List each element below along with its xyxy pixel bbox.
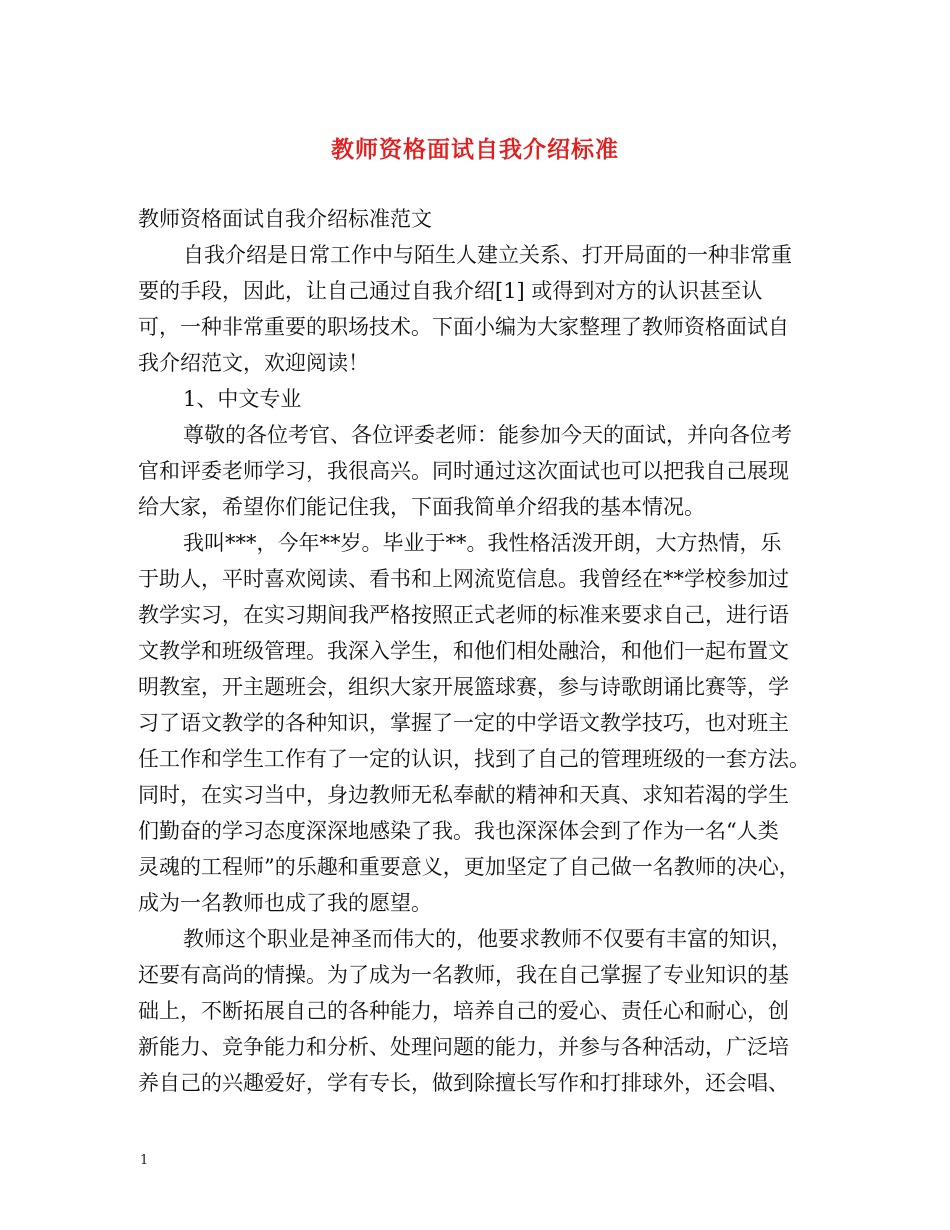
body-line: 养自己的兴趣爱好，学有专长，做到除擅长写作和打排球外，还会唱、 xyxy=(138,1071,789,1095)
body-line: 础上，不断拓展自己的各种能力，培养自己的爱心、责任心和耐心，创 xyxy=(138,999,789,1023)
body-line: 我叫***，今年**岁。毕业于**。我性格活泼开朗，大方热情，乐 xyxy=(183,531,782,555)
body-line: 自我介绍是日常工作中与陌生人建立关系、打开局面的一种非常重 xyxy=(183,243,792,267)
body-line: 成为一名教师也成了我的愿望。 xyxy=(138,891,432,915)
page-number: 1 xyxy=(140,1153,149,1168)
body-line: 教学实习，在实习期间我严格按照正式老师的标准来要求自己，进行语 xyxy=(138,603,789,627)
body-line: 同时，在实习当中，身边教师无私奉献的精神和天真、求知若渴的学生 xyxy=(138,783,789,807)
body-line: 官和评委老师学习，我很高兴。同时通过这次面试也可以把我自己展现 xyxy=(138,459,789,483)
body-line: 习了语文教学的各种知识，掌握了一定的中学语文教学技巧，也对班主 xyxy=(138,711,789,735)
body-line: 明教室，开主题班会，组织大家开展篮球赛，参与诗歌朗诵比赛等，学 xyxy=(138,675,789,699)
body-line: 尊敬的各位考官、各位评委老师：能参加今天的面试，并向各位考 xyxy=(183,423,792,447)
body-line: 要的手段，因此，让自己通过自我介绍[1] 或得到对方的认识甚至认 xyxy=(138,279,763,303)
section-heading: 1、中文专业 xyxy=(183,387,302,411)
body-line: 新能力、竞争能力和分析、处理问题的能力，并参与各种活动，广泛培 xyxy=(138,1035,789,1059)
body-line: 任工作和学生工作有了一定的认识，找到了自己的管理班级的一套方法。 xyxy=(138,747,810,771)
body-line: 给大家，希望你们能记住我，下面我简单介绍我的基本情况。 xyxy=(138,495,705,519)
body-line: 灵魂的工程师”的乐趣和重要意义，更加坚定了自己做一名教师的决心， xyxy=(138,855,800,879)
body-line: 于助人，平时喜欢阅读、看书和上网流览信息。我曾经在**学校参加过 xyxy=(138,567,789,591)
body-line: 我介绍范文，欢迎阅读！ xyxy=(138,351,369,375)
body-line: 可，一种非常重要的职场技术。下面小编为大家整理了教师资格面试自 xyxy=(138,315,789,339)
body-line: 教师资格面试自我介绍标准范文 xyxy=(138,207,432,231)
body-line: 还要有高尚的情操。为了成为一名教师，我在自己掌握了专业知识的基 xyxy=(138,963,789,987)
body-line: 教师这个职业是神圣而伟大的，他要求教师不仅要有丰富的知识， xyxy=(183,927,792,951)
document-title: 教师资格面试自我介绍标准 xyxy=(331,136,619,163)
body-line: 们勤奋的学习态度深深地感染了我。我也深深体会到了作为一名“人类 xyxy=(138,819,779,843)
body-line: 文教学和班级管理。我深入学生，和他们相处融洽，和他们一起布置文 xyxy=(138,639,789,663)
